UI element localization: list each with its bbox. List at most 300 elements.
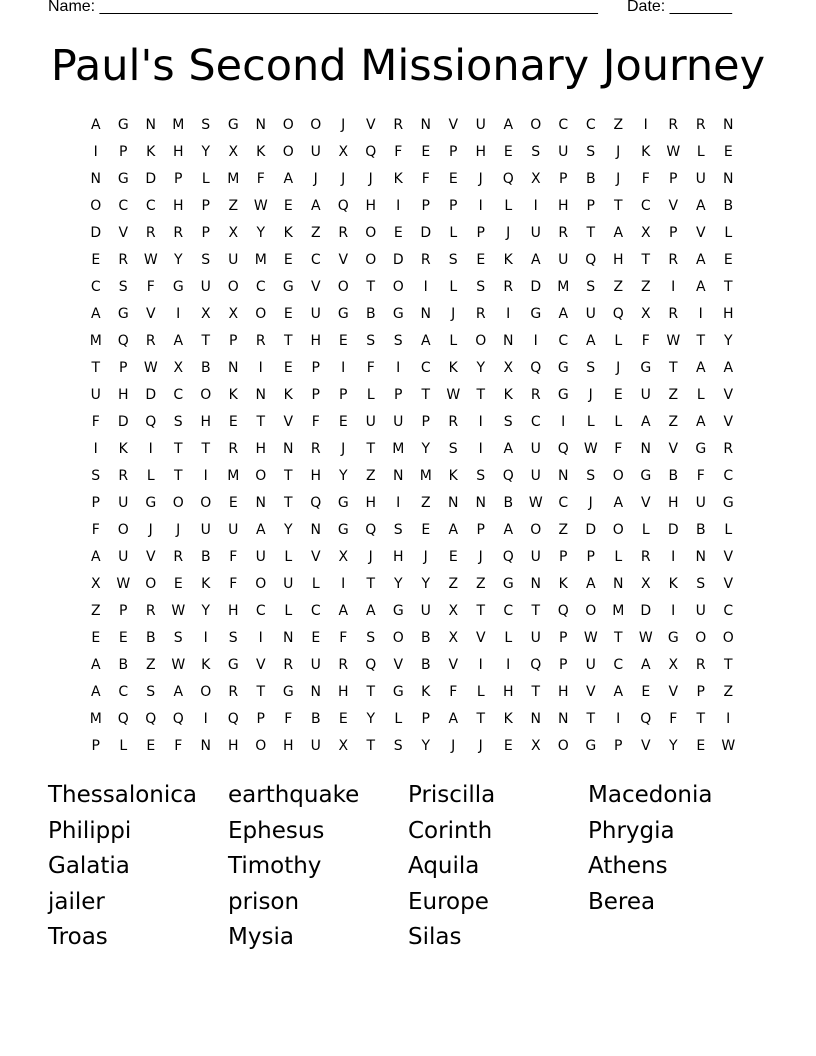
grid-letter: P xyxy=(449,143,458,160)
grid-letter: B xyxy=(200,359,211,376)
grid-letter: Z xyxy=(310,224,321,241)
page-title: Paul's Second Missionary Journey xyxy=(50,41,766,91)
grid-letter: Q xyxy=(530,656,542,673)
grid-letter: P xyxy=(119,359,128,376)
grid-letter: A xyxy=(90,548,101,565)
grid-letter: O xyxy=(255,737,267,754)
grid-letter: O xyxy=(722,629,734,646)
grid-letter: B xyxy=(503,494,514,511)
grid-letter: H xyxy=(172,143,184,160)
word-list-item: Thessalonica xyxy=(48,782,198,808)
grid-letter: N xyxy=(640,440,651,457)
grid-letter: Q xyxy=(365,656,377,673)
grid-letter: O xyxy=(585,602,597,619)
grid-letter: X xyxy=(640,575,651,592)
grid-letter: P xyxy=(559,629,568,646)
grid-letter: G xyxy=(585,737,597,754)
grid-letter: R xyxy=(558,224,569,241)
grid-letter: Q xyxy=(502,548,514,565)
grid-letter: A xyxy=(695,251,706,268)
grid-letter: R xyxy=(145,332,156,349)
grid-letter: C xyxy=(310,251,321,268)
grid-letter: K xyxy=(503,386,513,403)
grid-letter: R xyxy=(695,656,706,673)
grid-letter: S xyxy=(173,629,183,646)
word-list-item: Priscilla xyxy=(408,782,496,808)
grid-letter: G xyxy=(392,602,404,619)
grid-letter: M xyxy=(612,602,625,619)
grid-letter: V xyxy=(723,413,734,430)
grid-letter: N xyxy=(558,710,569,727)
grid-letter: Q xyxy=(530,359,542,376)
grid-letter: O xyxy=(365,224,377,241)
grid-letter: T xyxy=(173,440,183,457)
grid-letter: I xyxy=(341,359,346,376)
grid-letter: P xyxy=(201,197,210,214)
grid-letter: H xyxy=(282,737,294,754)
grid-letter: U xyxy=(228,521,239,538)
grid-letter: R xyxy=(118,467,129,484)
grid-letter: N xyxy=(723,116,734,133)
grid-row xyxy=(82,246,742,273)
grid-letter: N xyxy=(420,116,431,133)
grid-letter: I xyxy=(478,440,483,457)
grid-letter: O xyxy=(392,629,404,646)
grid-letter: A xyxy=(695,359,706,376)
grid-letter: I xyxy=(671,602,676,619)
grid-letter: Z xyxy=(613,116,624,133)
grid-letter: O xyxy=(227,278,239,295)
grid-letter: G xyxy=(117,116,129,133)
grid-letter: O xyxy=(365,251,377,268)
grid-letter: V xyxy=(393,656,404,673)
grid-letter: G xyxy=(530,305,542,322)
grid-row xyxy=(82,624,742,651)
grid-letter: A xyxy=(173,332,184,349)
grid-letter: E xyxy=(91,251,101,268)
grid-letter: P xyxy=(559,170,568,187)
grid-letter: V xyxy=(475,629,486,646)
grid-letter: X xyxy=(173,359,184,376)
grid-letter: K xyxy=(421,683,431,700)
grid-letter: N xyxy=(228,359,239,376)
grid-letter: R xyxy=(145,602,156,619)
grid-letter: G xyxy=(172,278,184,295)
grid-letter: A xyxy=(173,683,184,700)
grid-letter: X xyxy=(503,359,514,376)
grid-row xyxy=(82,408,742,435)
grid-letter: T xyxy=(696,332,706,349)
grid-letter: P xyxy=(91,494,100,511)
grid-letter: E xyxy=(696,737,706,754)
grid-letter: T xyxy=(366,737,376,754)
grid-row xyxy=(82,300,742,327)
grid-letter: U xyxy=(118,548,129,565)
grid-letter: P xyxy=(119,602,128,619)
grid-letter: B xyxy=(420,629,431,646)
grid-row xyxy=(82,138,742,165)
grid-letter: O xyxy=(90,197,102,214)
grid-letter: L xyxy=(724,224,733,241)
grid-letter: U xyxy=(310,656,321,673)
grid-letter: C xyxy=(310,602,321,619)
grid-letter: G xyxy=(557,359,569,376)
grid-letter: G xyxy=(337,521,349,538)
grid-letter: X xyxy=(448,602,459,619)
header xyxy=(48,0,748,18)
grid-letter: J xyxy=(506,224,511,241)
grid-letter: I xyxy=(396,494,401,511)
grid-letter: V xyxy=(310,548,321,565)
grid-letter: S xyxy=(393,521,403,538)
grid-letter: I xyxy=(671,278,676,295)
grid-letter: O xyxy=(392,278,404,295)
grid-letter: H xyxy=(310,467,322,484)
grid-letter: K xyxy=(393,170,403,187)
grid-letter: X xyxy=(200,305,211,322)
grid-letter: U xyxy=(530,467,541,484)
grid-letter: T xyxy=(531,602,541,619)
grid-letter: J xyxy=(423,548,428,565)
grid-letter: X xyxy=(640,224,651,241)
grid-letter: H xyxy=(392,548,404,565)
grid-letter: I xyxy=(478,656,483,673)
grid-letter: X xyxy=(228,224,239,241)
word-list-item: Philippi xyxy=(48,817,132,844)
grid-letter: L xyxy=(696,386,705,403)
grid-letter: U xyxy=(393,413,404,430)
grid-letter: E xyxy=(228,413,238,430)
grid-letter: M xyxy=(419,467,432,484)
grid-letter: C xyxy=(558,332,569,349)
grid-letter: P xyxy=(119,143,128,160)
word-list-item: jailer xyxy=(48,888,105,915)
grid-letter: G xyxy=(227,656,239,673)
grid-letter: G xyxy=(282,683,294,700)
grid-letter: J xyxy=(368,170,373,187)
grid-letter: J xyxy=(368,548,373,565)
grid-letter: R xyxy=(145,224,156,241)
grid-letter: J xyxy=(588,386,593,403)
grid-letter: N xyxy=(393,467,404,484)
grid-letter: U xyxy=(200,278,211,295)
grid-letter: S xyxy=(586,359,596,376)
grid-letter: C xyxy=(640,197,651,214)
grid-letter: H xyxy=(117,386,129,403)
grid-letter: A xyxy=(310,197,321,214)
grid-letter: S xyxy=(201,251,211,268)
grid-letter: I xyxy=(423,278,428,295)
grid-letter: A xyxy=(420,332,431,349)
grid-letter: R xyxy=(228,683,239,700)
grid-letter: S xyxy=(118,278,128,295)
grid-letter: D xyxy=(90,224,102,241)
grid-letter: V xyxy=(118,224,129,241)
date-field[interactable]: Date: _______ xyxy=(627,0,732,15)
grid-letter: E xyxy=(283,197,293,214)
grid-letter: T xyxy=(283,494,293,511)
grid-letter: C xyxy=(420,359,431,376)
grid-letter: U xyxy=(118,494,129,511)
grid-letter: D xyxy=(117,413,129,430)
grid-letter: U xyxy=(310,737,321,754)
grid-letter: R xyxy=(338,656,349,673)
grid-letter: J xyxy=(478,737,483,754)
grid-letter: K xyxy=(283,224,293,241)
grid-letter: N xyxy=(723,170,734,187)
grid-letter: V xyxy=(283,413,294,430)
grid-letter: T xyxy=(613,197,623,214)
grid-letter: L xyxy=(504,197,513,214)
grid-letter: K xyxy=(641,143,651,160)
word-list-item: prison xyxy=(228,888,300,915)
grid-letter: A xyxy=(640,656,651,673)
grid-letter: E xyxy=(393,224,403,241)
grid-letter: D xyxy=(667,521,679,538)
grid-letter: I xyxy=(533,197,538,214)
grid-letter: A xyxy=(723,359,734,376)
grid-letter: K xyxy=(201,656,211,673)
grid-letter: G xyxy=(227,116,239,133)
grid-row xyxy=(82,165,742,192)
grid-letter: O xyxy=(612,521,624,538)
grid-letter: A xyxy=(90,305,101,322)
grid-letter: Z xyxy=(420,494,431,511)
grid-letter: N xyxy=(200,737,211,754)
grid-letter: U xyxy=(558,251,569,268)
word-list-item: Phrygia xyxy=(588,817,675,844)
word-list-item: Aquila xyxy=(408,853,480,879)
grid-letter: Q xyxy=(365,143,377,160)
grid-letter: G xyxy=(557,386,569,403)
grid-letter: Q xyxy=(337,197,349,214)
grid-letter: B xyxy=(723,197,734,214)
grid-letter: V xyxy=(145,305,156,322)
grid-letter: G xyxy=(337,494,349,511)
grid-letter: Q xyxy=(310,494,322,511)
grid-letter: I xyxy=(643,116,648,133)
grid-letter: Z xyxy=(668,386,679,403)
word-list-item: Berea xyxy=(588,888,656,915)
grid-letter: K xyxy=(283,386,293,403)
grid-letter: N xyxy=(613,575,624,592)
grid-letter: S xyxy=(448,251,458,268)
grid-letter: Q xyxy=(502,467,514,484)
grid-letter: U xyxy=(200,521,211,538)
grid-letter: B xyxy=(310,710,321,727)
grid-letter: P xyxy=(256,710,265,727)
grid-letter: Y xyxy=(421,737,431,754)
grid-letter: P xyxy=(229,332,238,349)
grid-letter: M xyxy=(227,170,240,187)
grid-letter: H xyxy=(227,737,239,754)
grid-letter: K xyxy=(503,251,513,268)
grid-letter: I xyxy=(203,629,208,646)
grid-row xyxy=(82,354,742,381)
grid-letter: L xyxy=(311,575,320,592)
grid-letter: Q xyxy=(145,413,157,430)
grid-letter: E xyxy=(146,737,156,754)
grid-letter: U xyxy=(695,170,706,187)
grid-letter: I xyxy=(671,548,676,565)
grid-letter: K xyxy=(201,575,211,592)
grid-row xyxy=(82,462,742,489)
grid-letter: A xyxy=(503,116,514,133)
grid-letter: G xyxy=(502,575,514,592)
grid-letter: M xyxy=(89,332,102,349)
grid-letter: T xyxy=(641,251,651,268)
grid-letter: I xyxy=(176,305,181,322)
grid-letter: V xyxy=(365,116,376,133)
grid-letter: X xyxy=(530,737,541,754)
grid-letter: X xyxy=(640,305,651,322)
grid-letter: N xyxy=(448,494,459,511)
grid-letter: M xyxy=(89,710,102,727)
grid-letter: E xyxy=(118,629,128,646)
grid-letter: R xyxy=(338,224,349,241)
grid-letter: T xyxy=(366,278,376,295)
grid-letter: O xyxy=(200,386,212,403)
grid-letter: L xyxy=(724,521,733,538)
grid-letter: W xyxy=(638,629,653,646)
grid-letter: W xyxy=(171,656,186,673)
grid-letter: V xyxy=(668,683,679,700)
grid-letter: E xyxy=(503,737,513,754)
grid-letter: J xyxy=(451,737,456,754)
grid-letter: Q xyxy=(557,602,569,619)
grid-letter: T xyxy=(531,683,541,700)
grid-row xyxy=(82,516,742,543)
grid-letter: S xyxy=(91,467,101,484)
grid-letter: E xyxy=(338,332,348,349)
grid-row xyxy=(82,219,742,246)
grid-row xyxy=(82,651,742,678)
grid-letter: B xyxy=(585,170,596,187)
name-field[interactable]: Name: ________________________________________________________ xyxy=(48,0,598,15)
grid-letter: O xyxy=(612,467,624,484)
grid-letter: E xyxy=(421,143,431,160)
grid-letter: F xyxy=(614,440,623,457)
grid-letter: L xyxy=(586,413,595,430)
word-list-item: Galatia xyxy=(48,853,130,879)
grid-letter: A xyxy=(365,602,376,619)
grid-letter: U xyxy=(310,305,321,322)
grid-letter: A xyxy=(255,521,266,538)
grid-letter: Y xyxy=(338,467,348,484)
grid-letter: F xyxy=(256,170,265,187)
grid-letter: I xyxy=(396,359,401,376)
grid-letter: Z xyxy=(613,278,624,295)
grid-letter: X xyxy=(668,656,679,673)
grid-letter: T xyxy=(91,359,101,376)
grid-letter: S xyxy=(531,143,541,160)
grid-letter: J xyxy=(588,494,593,511)
grid-letter: W xyxy=(446,386,461,403)
grid-letter: A xyxy=(90,656,101,673)
grid-letter: C xyxy=(558,494,569,511)
word-list-item: Ephesus xyxy=(228,817,325,844)
grid-letter: K xyxy=(146,143,156,160)
grid-letter: J xyxy=(616,170,621,187)
grid-letter: R xyxy=(228,440,239,457)
grid-letter: W xyxy=(528,494,543,511)
grid-letter: T xyxy=(201,332,211,349)
grid-letter: V xyxy=(695,224,706,241)
grid-letter: S xyxy=(393,737,403,754)
grid-letter: C xyxy=(255,278,266,295)
grid-row xyxy=(82,327,742,354)
grid-letter: O xyxy=(695,629,707,646)
word-list-item: Mysia xyxy=(228,924,294,950)
grid-letter: S xyxy=(586,278,596,295)
grid-letter: P xyxy=(201,224,210,241)
grid-letter: T xyxy=(586,710,596,727)
grid-letter: H xyxy=(255,440,267,457)
grid-letter: O xyxy=(117,521,129,538)
grid-letter: P xyxy=(421,710,430,727)
grid-letter: M xyxy=(254,251,267,268)
grid-letter: S xyxy=(201,116,211,133)
grid-letter: K xyxy=(558,575,568,592)
grid-letter: W xyxy=(116,575,131,592)
grid-letter: J xyxy=(478,170,483,187)
grid-letter: W xyxy=(583,629,598,646)
grid-letter: I xyxy=(726,710,731,727)
grid-letter: F xyxy=(339,629,348,646)
grid-letter: O xyxy=(337,278,349,295)
grid-letter: O xyxy=(530,116,542,133)
grid-letter: A xyxy=(338,602,349,619)
grid-letter: G xyxy=(667,629,679,646)
grid-letter: F xyxy=(641,170,650,187)
grid-letter: X xyxy=(90,575,101,592)
grid-letter: Y xyxy=(476,359,486,376)
grid-letter: S xyxy=(228,629,238,646)
grid-letter: S xyxy=(146,683,156,700)
grid-letter: G xyxy=(695,440,707,457)
grid-row xyxy=(82,543,742,570)
grid-letter: A xyxy=(613,494,624,511)
grid-letter: L xyxy=(641,521,650,538)
grid-letter: P xyxy=(421,413,430,430)
grid-letter: H xyxy=(612,251,624,268)
grid-letter: N xyxy=(310,521,321,538)
grid-letter: G xyxy=(117,170,129,187)
grid-letter: C xyxy=(145,197,156,214)
grid-letter: J xyxy=(148,521,153,538)
grid-letter: R xyxy=(668,116,679,133)
grid-letter: H xyxy=(667,494,679,511)
grid-letter: N xyxy=(503,332,514,349)
grid-letter: U xyxy=(695,602,706,619)
grid-letter: U xyxy=(475,116,486,133)
grid-letter: E xyxy=(421,521,431,538)
grid-letter: F xyxy=(174,737,183,754)
grid-letter: Y xyxy=(723,332,733,349)
grid-letter: V xyxy=(640,737,651,754)
grid-letter: L xyxy=(449,224,458,241)
grid-letter: J xyxy=(313,170,318,187)
grid-letter: I xyxy=(258,629,263,646)
grid-letter: O xyxy=(255,305,267,322)
grid-letter: T xyxy=(256,413,266,430)
grid-letter: N xyxy=(283,629,294,646)
grid-letter: P xyxy=(559,548,568,565)
grid-letter: Z xyxy=(475,575,486,592)
grid-letter: E xyxy=(283,305,293,322)
grid-letter: Q xyxy=(640,710,652,727)
grid-letter: O xyxy=(200,494,212,511)
